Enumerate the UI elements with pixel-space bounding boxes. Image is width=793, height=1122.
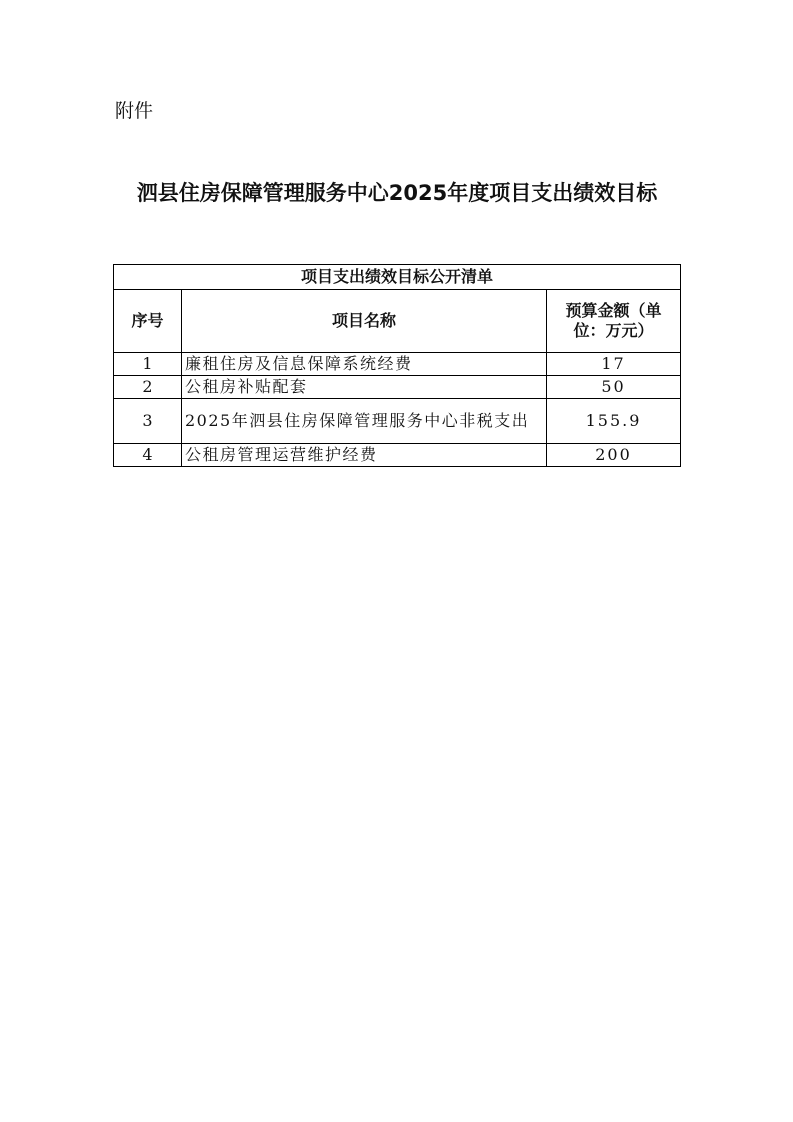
row-budget-amount: 200 [547, 444, 681, 467]
table-caption: 项目支出绩效目标公开清单 [114, 265, 681, 290]
table-row [114, 444, 681, 467]
row-project-name: 2025年泗县住房保障管理服务中心非税支出 [182, 399, 547, 444]
row-budget-amount: 50 [547, 376, 681, 399]
attachment-label: 附件 [115, 100, 154, 122]
row-project-name: 廉租住房及信息保障系统经费 [182, 353, 547, 376]
table-row [114, 399, 681, 444]
document-title: 泗县住房保障管理服务中心2025年度项目支出绩效目标 [136, 181, 658, 205]
header-project-name: 项目名称 [182, 290, 547, 353]
row-project-name: 公租房补贴配套 [182, 376, 547, 399]
row-project-name: 公租房管理运营维护经费 [182, 444, 547, 467]
row-budget-amount: 17 [547, 353, 681, 376]
row-seq: 2 [114, 376, 182, 399]
table-row [114, 376, 681, 399]
row-seq: 3 [114, 399, 182, 444]
table-row [114, 353, 681, 376]
performance-target-table [113, 264, 681, 467]
row-budget-amount: 155.9 [547, 399, 681, 444]
table-header-row [114, 290, 681, 353]
row-seq: 4 [114, 444, 182, 467]
header-budget-amount: 预算金额（单位：万元） [547, 290, 681, 353]
table-caption-row [114, 265, 681, 290]
row-seq: 1 [114, 353, 182, 376]
header-seq: 序号 [114, 290, 182, 353]
